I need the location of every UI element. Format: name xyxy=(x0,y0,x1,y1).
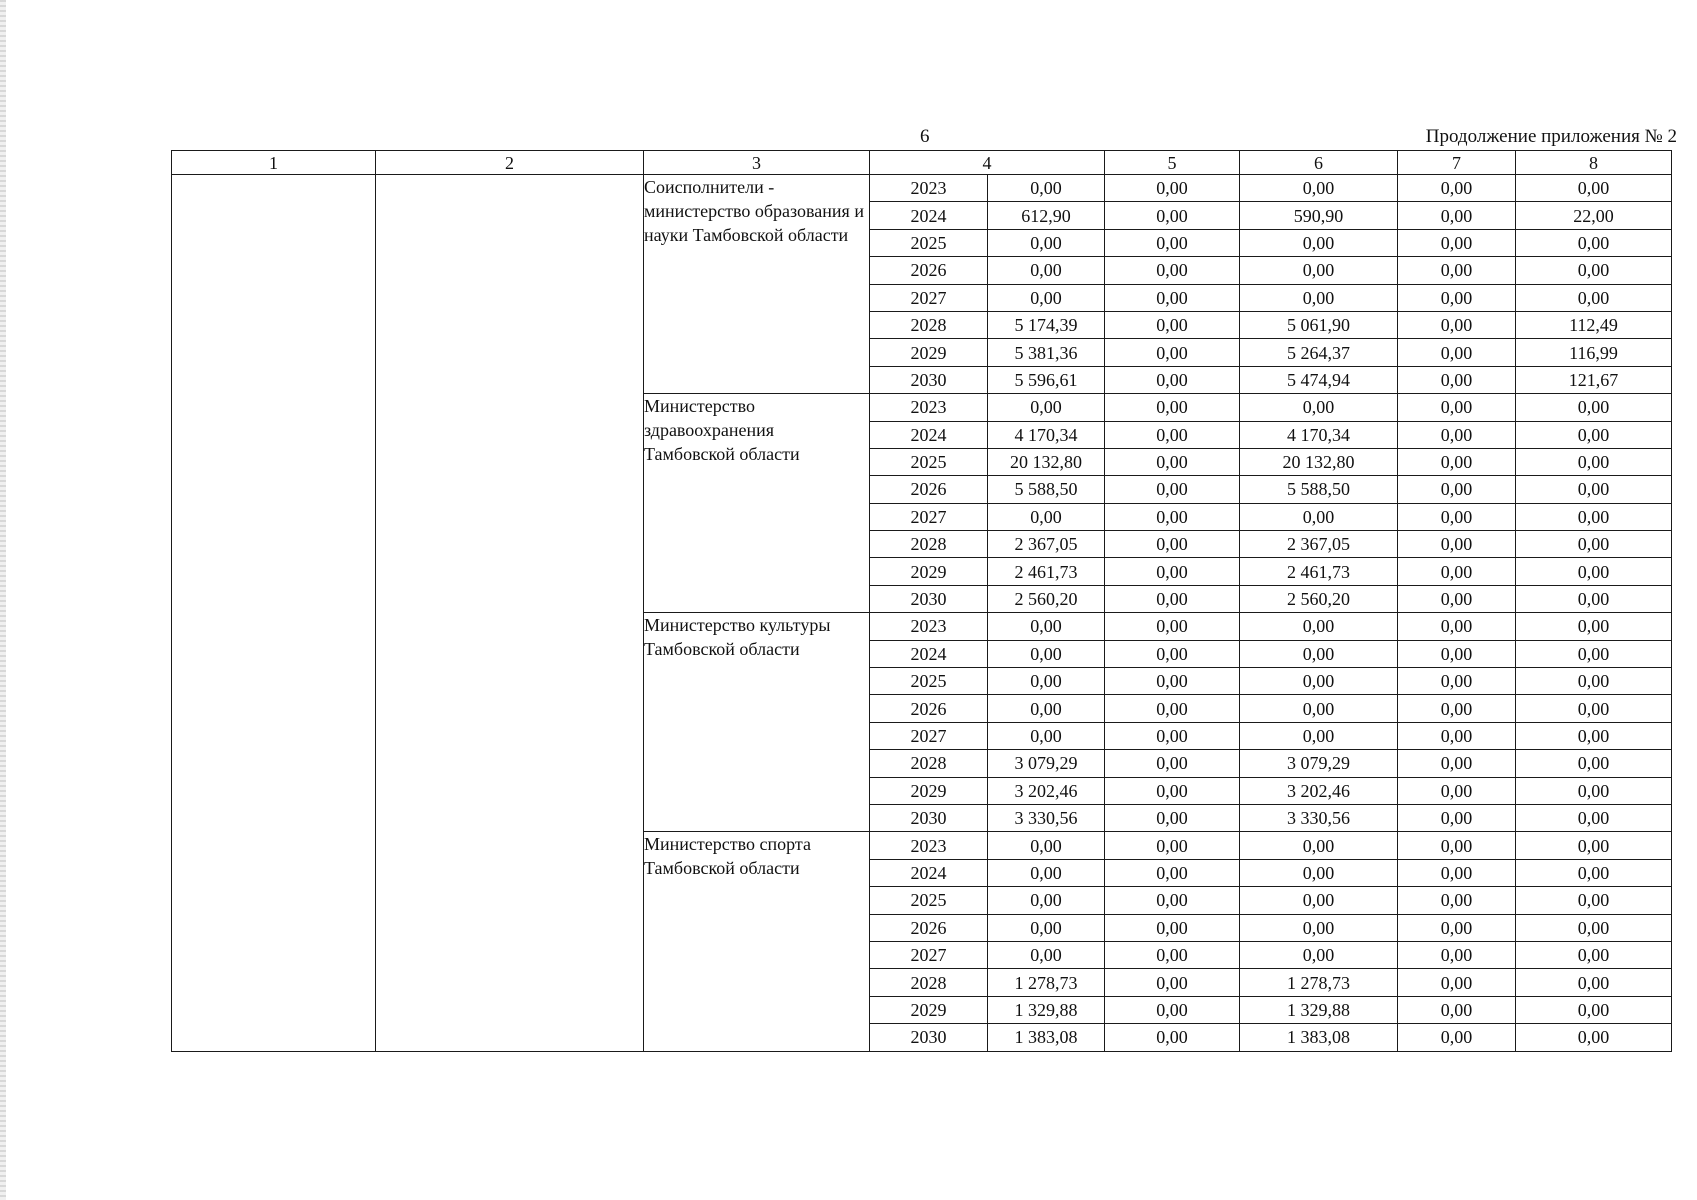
year-cell: 2023 xyxy=(870,394,988,421)
total-amount-cell: 0,00 xyxy=(988,229,1105,256)
year-cell: 2025 xyxy=(870,668,988,695)
column-6-amount-cell: 0,00 xyxy=(1240,887,1398,914)
column-6-amount-cell: 0,00 xyxy=(1240,695,1398,722)
executor-name-cell: Соисполнители - министерство образования и науки Тамбовской области xyxy=(644,175,870,394)
column-5-amount-cell: 0,00 xyxy=(1105,613,1240,640)
column-7-amount-cell: 0,00 xyxy=(1398,832,1516,859)
column-7-amount-cell: 0,00 xyxy=(1398,887,1516,914)
column-6-amount-cell: 2 461,73 xyxy=(1240,558,1398,585)
column-8-amount-cell: 0,00 xyxy=(1516,668,1672,695)
column-8-amount-cell: 0,00 xyxy=(1516,832,1672,859)
year-cell: 2027 xyxy=(870,941,988,968)
column-5-amount-cell: 0,00 xyxy=(1105,722,1240,749)
column-header-4: 4 xyxy=(870,151,1105,175)
year-cell: 2023 xyxy=(870,175,988,202)
year-cell: 2029 xyxy=(870,996,988,1023)
year-cell: 2028 xyxy=(870,969,988,996)
column-8-amount-cell: 0,00 xyxy=(1516,996,1672,1023)
total-amount-cell: 1 329,88 xyxy=(988,996,1105,1023)
column-6-amount-cell: 3 202,46 xyxy=(1240,777,1398,804)
column-5-amount-cell: 0,00 xyxy=(1105,777,1240,804)
column-6-amount-cell: 0,00 xyxy=(1240,394,1398,421)
total-amount-cell: 0,00 xyxy=(988,941,1105,968)
column-7-amount-cell: 0,00 xyxy=(1398,229,1516,256)
column-8-amount-cell: 0,00 xyxy=(1516,804,1672,831)
column-6-amount-cell: 0,00 xyxy=(1240,832,1398,859)
column-5-amount-cell: 0,00 xyxy=(1105,887,1240,914)
year-cell: 2030 xyxy=(870,366,988,393)
table-body xyxy=(172,175,1672,1052)
total-amount-cell: 0,00 xyxy=(988,640,1105,667)
total-amount-cell: 0,00 xyxy=(988,284,1105,311)
column-6-amount-cell: 0,00 xyxy=(1240,914,1398,941)
year-cell: 2025 xyxy=(870,448,988,475)
column-6-amount-cell: 0,00 xyxy=(1240,503,1398,530)
column-5-amount-cell: 0,00 xyxy=(1105,229,1240,256)
year-cell: 2029 xyxy=(870,777,988,804)
column-header-2: 2 xyxy=(376,151,644,175)
column-7-amount-cell: 0,00 xyxy=(1398,1024,1516,1051)
total-amount-cell: 2 367,05 xyxy=(988,531,1105,558)
year-cell: 2024 xyxy=(870,421,988,448)
total-amount-cell: 20 132,80 xyxy=(988,448,1105,475)
year-cell: 2025 xyxy=(870,887,988,914)
column-6-amount-cell: 4 170,34 xyxy=(1240,421,1398,448)
column-6-amount-cell: 590,90 xyxy=(1240,202,1398,229)
column-7-amount-cell: 0,00 xyxy=(1398,996,1516,1023)
column-6-amount-cell: 1 278,73 xyxy=(1240,969,1398,996)
column-8-amount-cell: 0,00 xyxy=(1516,777,1672,804)
column-5-amount-cell: 0,00 xyxy=(1105,202,1240,229)
year-cell: 2023 xyxy=(870,832,988,859)
total-amount-cell: 0,00 xyxy=(988,613,1105,640)
column-8-amount-cell: 0,00 xyxy=(1516,394,1672,421)
column-8-amount-cell: 0,00 xyxy=(1516,229,1672,256)
total-amount-cell: 5 596,61 xyxy=(988,366,1105,393)
column-6-amount-cell: 0,00 xyxy=(1240,640,1398,667)
column-6-amount-cell: 1 329,88 xyxy=(1240,996,1398,1023)
column-7-amount-cell: 0,00 xyxy=(1398,969,1516,996)
column-5-amount-cell: 0,00 xyxy=(1105,421,1240,448)
year-cell: 2025 xyxy=(870,229,988,256)
total-amount-cell: 5 174,39 xyxy=(988,311,1105,338)
column-header-1: 1 xyxy=(172,151,376,175)
executor-name-cell: Министерство здравоохранения Тамбовской области xyxy=(644,394,870,613)
total-amount-cell: 0,00 xyxy=(988,503,1105,530)
year-cell: 2030 xyxy=(870,804,988,831)
column-8-amount-cell: 0,00 xyxy=(1516,257,1672,284)
column-8-amount-cell: 0,00 xyxy=(1516,448,1672,475)
column-6-amount-cell: 5 474,94 xyxy=(1240,366,1398,393)
column-8-amount-cell: 0,00 xyxy=(1516,914,1672,941)
column-5-amount-cell: 0,00 xyxy=(1105,339,1240,366)
year-cell: 2026 xyxy=(870,695,988,722)
column-8-amount-cell: 0,00 xyxy=(1516,859,1672,886)
column-2-empty-cell xyxy=(376,175,644,1052)
year-cell: 2024 xyxy=(870,640,988,667)
column-6-amount-cell: 0,00 xyxy=(1240,668,1398,695)
column-5-amount-cell: 0,00 xyxy=(1105,558,1240,585)
column-7-amount-cell: 0,00 xyxy=(1398,640,1516,667)
total-amount-cell: 2 560,20 xyxy=(988,585,1105,612)
column-header-6: 6 xyxy=(1240,151,1398,175)
column-7-amount-cell: 0,00 xyxy=(1398,257,1516,284)
column-5-amount-cell: 0,00 xyxy=(1105,996,1240,1023)
column-8-amount-cell: 0,00 xyxy=(1516,941,1672,968)
column-5-amount-cell: 0,00 xyxy=(1105,503,1240,530)
column-8-amount-cell: 0,00 xyxy=(1516,421,1672,448)
total-amount-cell: 0,00 xyxy=(988,175,1105,202)
column-5-amount-cell: 0,00 xyxy=(1105,969,1240,996)
column-6-amount-cell: 0,00 xyxy=(1240,941,1398,968)
column-5-amount-cell: 0,00 xyxy=(1105,941,1240,968)
column-5-amount-cell: 0,00 xyxy=(1105,311,1240,338)
column-5-amount-cell: 0,00 xyxy=(1105,366,1240,393)
year-cell: 2027 xyxy=(870,503,988,530)
year-cell: 2029 xyxy=(870,339,988,366)
column-7-amount-cell: 0,00 xyxy=(1398,914,1516,941)
column-7-amount-cell: 0,00 xyxy=(1398,668,1516,695)
column-5-amount-cell: 0,00 xyxy=(1105,750,1240,777)
total-amount-cell: 0,00 xyxy=(988,832,1105,859)
column-8-amount-cell: 0,00 xyxy=(1516,558,1672,585)
column-6-amount-cell: 3 079,29 xyxy=(1240,750,1398,777)
total-amount-cell: 612,90 xyxy=(988,202,1105,229)
column-5-amount-cell: 0,00 xyxy=(1105,476,1240,503)
column-7-amount-cell: 0,00 xyxy=(1398,284,1516,311)
total-amount-cell: 0,00 xyxy=(988,394,1105,421)
page-number: 6 xyxy=(920,126,930,147)
column-7-amount-cell: 0,00 xyxy=(1398,339,1516,366)
year-cell: 2026 xyxy=(870,476,988,503)
total-amount-cell: 0,00 xyxy=(988,668,1105,695)
column-6-amount-cell: 0,00 xyxy=(1240,257,1398,284)
column-7-amount-cell: 0,00 xyxy=(1398,448,1516,475)
total-amount-cell: 0,00 xyxy=(988,914,1105,941)
column-6-amount-cell: 0,00 xyxy=(1240,229,1398,256)
column-6-amount-cell: 5 061,90 xyxy=(1240,311,1398,338)
total-amount-cell: 4 170,34 xyxy=(988,421,1105,448)
column-5-amount-cell: 0,00 xyxy=(1105,448,1240,475)
year-cell: 2029 xyxy=(870,558,988,585)
column-8-amount-cell: 0,00 xyxy=(1516,476,1672,503)
column-5-amount-cell: 0,00 xyxy=(1105,695,1240,722)
column-8-amount-cell: 0,00 xyxy=(1516,585,1672,612)
year-cell: 2024 xyxy=(870,202,988,229)
year-cell: 2027 xyxy=(870,284,988,311)
appendix-continuation-label: Продолжение приложения № 2 xyxy=(1425,126,1677,147)
column-8-amount-cell: 116,99 xyxy=(1516,339,1672,366)
column-8-amount-cell: 0,00 xyxy=(1516,531,1672,558)
column-5-amount-cell: 0,00 xyxy=(1105,257,1240,284)
column-7-amount-cell: 0,00 xyxy=(1398,394,1516,421)
column-8-amount-cell: 0,00 xyxy=(1516,284,1672,311)
column-8-amount-cell: 0,00 xyxy=(1516,175,1672,202)
column-8-amount-cell: 0,00 xyxy=(1516,640,1672,667)
column-7-amount-cell: 0,00 xyxy=(1398,804,1516,831)
table-row xyxy=(172,175,1672,202)
total-amount-cell: 0,00 xyxy=(988,257,1105,284)
executor-name-cell: Министерство культуры Тамбовской области xyxy=(644,613,870,832)
scan-edge-artifact xyxy=(0,0,6,1200)
column-6-amount-cell: 5 588,50 xyxy=(1240,476,1398,503)
column-8-amount-cell: 0,00 xyxy=(1516,503,1672,530)
column-8-amount-cell: 112,49 xyxy=(1516,311,1672,338)
column-8-amount-cell: 0,00 xyxy=(1516,750,1672,777)
column-6-amount-cell: 0,00 xyxy=(1240,613,1398,640)
column-7-amount-cell: 0,00 xyxy=(1398,175,1516,202)
total-amount-cell: 3 202,46 xyxy=(988,777,1105,804)
column-7-amount-cell: 0,00 xyxy=(1398,613,1516,640)
column-7-amount-cell: 0,00 xyxy=(1398,722,1516,749)
column-6-amount-cell: 0,00 xyxy=(1240,722,1398,749)
column-7-amount-cell: 0,00 xyxy=(1398,777,1516,804)
column-header-7: 7 xyxy=(1398,151,1516,175)
total-amount-cell: 1 383,08 xyxy=(988,1024,1105,1051)
column-8-amount-cell: 0,00 xyxy=(1516,969,1672,996)
year-cell: 2028 xyxy=(870,311,988,338)
column-5-amount-cell: 0,00 xyxy=(1105,585,1240,612)
column-7-amount-cell: 0,00 xyxy=(1398,558,1516,585)
total-amount-cell: 0,00 xyxy=(988,887,1105,914)
budget-table xyxy=(171,150,1672,1052)
year-cell: 2026 xyxy=(870,914,988,941)
column-5-amount-cell: 0,00 xyxy=(1105,394,1240,421)
column-8-amount-cell: 0,00 xyxy=(1516,1024,1672,1051)
year-cell: 2027 xyxy=(870,722,988,749)
column-8-amount-cell: 0,00 xyxy=(1516,887,1672,914)
column-6-amount-cell: 2 560,20 xyxy=(1240,585,1398,612)
year-cell: 2026 xyxy=(870,257,988,284)
column-6-amount-cell: 2 367,05 xyxy=(1240,531,1398,558)
column-8-amount-cell: 22,00 xyxy=(1516,202,1672,229)
column-5-amount-cell: 0,00 xyxy=(1105,284,1240,311)
column-5-amount-cell: 0,00 xyxy=(1105,640,1240,667)
column-8-amount-cell: 0,00 xyxy=(1516,722,1672,749)
total-amount-cell: 0,00 xyxy=(988,695,1105,722)
column-number-header-row xyxy=(172,151,1672,175)
column-7-amount-cell: 0,00 xyxy=(1398,941,1516,968)
column-5-amount-cell: 0,00 xyxy=(1105,804,1240,831)
column-6-amount-cell: 1 383,08 xyxy=(1240,1024,1398,1051)
column-6-amount-cell: 3 330,56 xyxy=(1240,804,1398,831)
column-6-amount-cell: 5 264,37 xyxy=(1240,339,1398,366)
year-cell: 2028 xyxy=(870,531,988,558)
column-7-amount-cell: 0,00 xyxy=(1398,476,1516,503)
column-7-amount-cell: 0,00 xyxy=(1398,585,1516,612)
column-7-amount-cell: 0,00 xyxy=(1398,503,1516,530)
column-7-amount-cell: 0,00 xyxy=(1398,750,1516,777)
column-7-amount-cell: 0,00 xyxy=(1398,695,1516,722)
column-header-8: 8 xyxy=(1516,151,1672,175)
total-amount-cell: 5 588,50 xyxy=(988,476,1105,503)
column-7-amount-cell: 0,00 xyxy=(1398,531,1516,558)
column-8-amount-cell: 121,67 xyxy=(1516,366,1672,393)
year-cell: 2024 xyxy=(870,859,988,886)
executor-name-cell: Министерство спорта Тамбовской области xyxy=(644,832,870,1051)
total-amount-cell: 2 461,73 xyxy=(988,558,1105,585)
column-6-amount-cell: 20 132,80 xyxy=(1240,448,1398,475)
column-header-3: 3 xyxy=(644,151,870,175)
total-amount-cell: 3 330,56 xyxy=(988,804,1105,831)
year-cell: 2028 xyxy=(870,750,988,777)
total-amount-cell: 5 381,36 xyxy=(988,339,1105,366)
year-cell: 2023 xyxy=(870,613,988,640)
column-8-amount-cell: 0,00 xyxy=(1516,695,1672,722)
column-5-amount-cell: 0,00 xyxy=(1105,914,1240,941)
column-7-amount-cell: 0,00 xyxy=(1398,202,1516,229)
year-cell: 2030 xyxy=(870,585,988,612)
column-7-amount-cell: 0,00 xyxy=(1398,366,1516,393)
column-5-amount-cell: 0,00 xyxy=(1105,1024,1240,1051)
column-5-amount-cell: 0,00 xyxy=(1105,859,1240,886)
year-cell: 2030 xyxy=(870,1024,988,1051)
total-amount-cell: 0,00 xyxy=(988,722,1105,749)
column-6-amount-cell: 0,00 xyxy=(1240,859,1398,886)
column-7-amount-cell: 0,00 xyxy=(1398,421,1516,448)
column-5-amount-cell: 0,00 xyxy=(1105,668,1240,695)
column-8-amount-cell: 0,00 xyxy=(1516,613,1672,640)
column-6-amount-cell: 0,00 xyxy=(1240,175,1398,202)
column-7-amount-cell: 0,00 xyxy=(1398,311,1516,338)
total-amount-cell: 1 278,73 xyxy=(988,969,1105,996)
column-1-empty-cell xyxy=(172,175,376,1052)
column-header-5: 5 xyxy=(1105,151,1240,175)
column-5-amount-cell: 0,00 xyxy=(1105,531,1240,558)
total-amount-cell: 3 079,29 xyxy=(988,750,1105,777)
column-7-amount-cell: 0,00 xyxy=(1398,859,1516,886)
total-amount-cell: 0,00 xyxy=(988,859,1105,886)
column-6-amount-cell: 0,00 xyxy=(1240,284,1398,311)
column-5-amount-cell: 0,00 xyxy=(1105,175,1240,202)
column-5-amount-cell: 0,00 xyxy=(1105,832,1240,859)
